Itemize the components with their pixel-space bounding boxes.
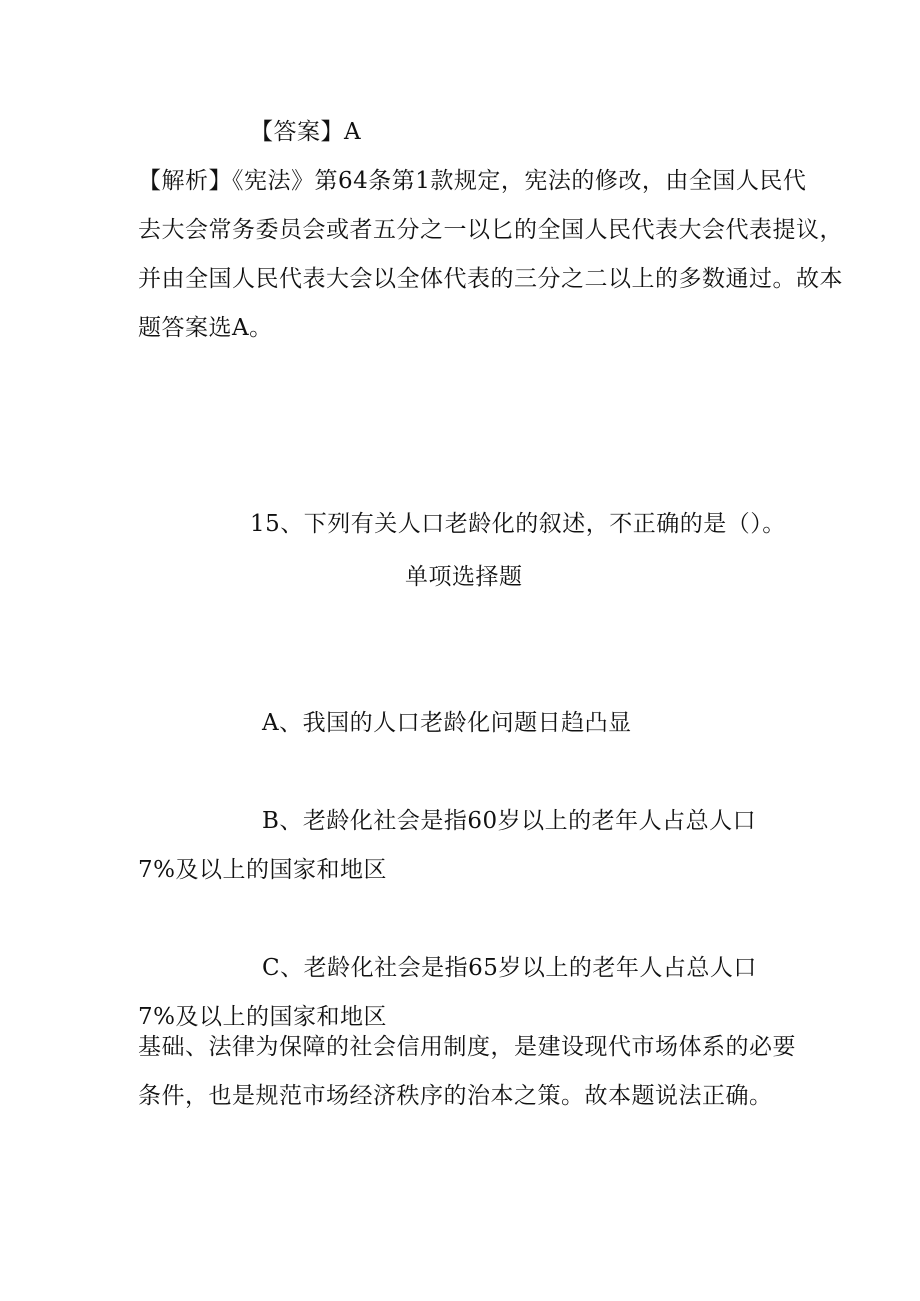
analysis-line-2: 去大会常务委员会或者五分之一以匕的全国人民代表大会代表提议， <box>138 217 843 243</box>
analysis-line-3: 并由全国人民代表大会以全体代表的三分之二以上的多数通过。故本 <box>138 266 843 292</box>
option-a: A、我国的人口老龄化问题日趋凸显 <box>262 710 632 736</box>
trailing-line-1: 基础、法律为保障的社会信用制度，是建设现代市场体系的必要 <box>138 1034 796 1060</box>
option-b-line-1: B、老龄化社会是指60岁以上的老年人占总人口 <box>262 808 757 834</box>
answer-label: 【答案】A <box>250 119 362 145</box>
question-text: 15、下列有关人口老龄化的叙述，不正确的是（）。 <box>250 511 786 537</box>
option-c-line-2: 7%及以上的国家和地区 <box>138 1004 387 1030</box>
analysis-line-1: 【解析】《宪法》第64条第1款规定，宪法的修改，由全国人民代 <box>138 168 807 194</box>
analysis-line-4: 题答案选A。 <box>138 315 273 341</box>
question-type: 单项选择题 <box>405 564 523 590</box>
trailing-line-2: 条件，也是规范市场经济秩序的治本之策。故本题说法正确。 <box>138 1083 773 1109</box>
option-b-line-2: 7%及以上的国家和地区 <box>138 857 387 883</box>
option-c-line-1: C、老龄化社会是指65岁以上的老年人占总人口 <box>262 955 757 981</box>
